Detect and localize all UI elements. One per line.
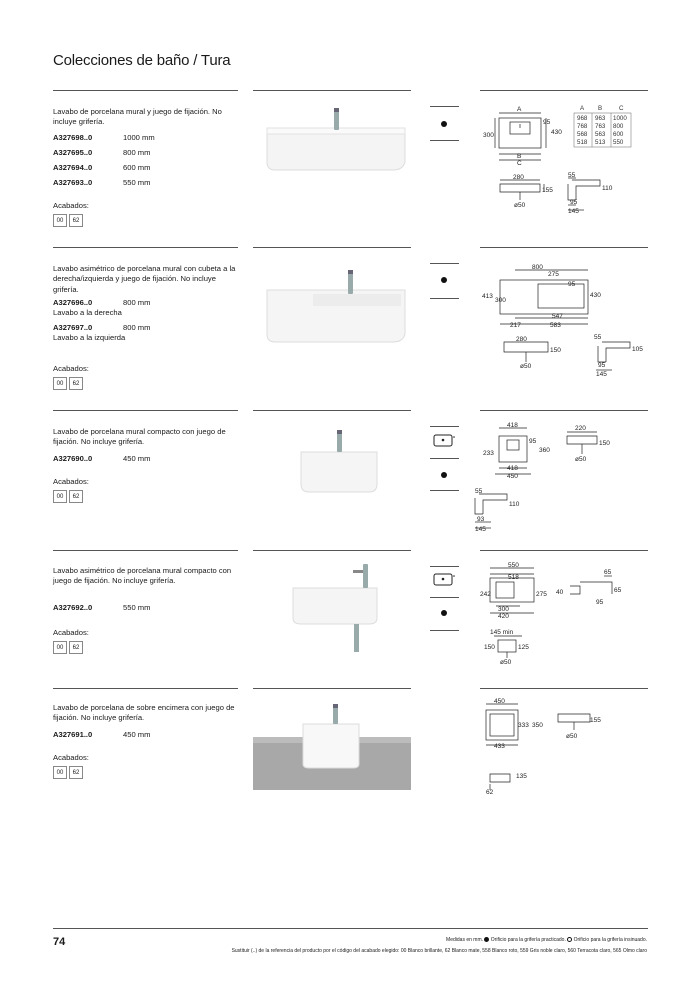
- rule-s2-left: [53, 247, 238, 248]
- section-description: Lavabo de porcelana mural compacto con juego de fijación. No incluye grifería.: [53, 427, 226, 447]
- legend-suggested: Orificio para la grifería insinuado.: [573, 937, 647, 943]
- dim-label: 150: [599, 440, 610, 447]
- dim-label: 518: [508, 574, 519, 581]
- product-size: 800 mm: [123, 323, 151, 332]
- basin-icon: [433, 434, 455, 448]
- drilled-hole-icon: [441, 121, 447, 127]
- table-cell: 600: [613, 131, 624, 138]
- section-description: Lavabo de porcelana de sobre encimera con juego de fijación. No incluye grifería.: [53, 703, 235, 723]
- dim-label: 135: [516, 773, 527, 780]
- product-size: 800 mm: [123, 298, 151, 307]
- product-code: A327697..0: [53, 323, 93, 332]
- dim-label: 583: [550, 322, 561, 329]
- product-row: [53, 603, 150, 613]
- dim-label: 242: [480, 591, 491, 598]
- rule-top-right: [480, 90, 648, 91]
- page-number: 74: [53, 936, 66, 948]
- dim-label: ø50: [514, 202, 526, 209]
- product-size: 550 mm: [123, 178, 151, 187]
- dim-label: 550: [508, 562, 519, 569]
- rule-s4-right: [480, 550, 648, 551]
- dim-label: 65: [604, 569, 612, 576]
- dim-label: 450: [494, 698, 505, 705]
- technical-drawing: [455, 418, 645, 536]
- rule-s5-mid: [253, 688, 411, 689]
- finish-swatch[interactable]: 00: [53, 214, 67, 227]
- dim-label: 433: [494, 743, 505, 750]
- rule-s3-left: [53, 410, 238, 411]
- drilled-hole-icon: [441, 472, 447, 478]
- rule-top-mid: [253, 90, 411, 91]
- product-code: A327691..0: [53, 730, 93, 739]
- product-size: 450 mm: [123, 730, 151, 739]
- dim-label: 413: [482, 293, 493, 300]
- product-row: [53, 163, 150, 173]
- dim-label: C: [517, 160, 522, 167]
- product-row: [53, 730, 150, 740]
- product-code: A327695..0: [53, 148, 93, 157]
- finish-swatch[interactable]: 62: [69, 377, 83, 390]
- technical-drawing: [470, 558, 650, 670]
- table-cell: 968: [577, 115, 588, 122]
- finishes-label: Acabados:: [53, 364, 89, 373]
- product-row: [53, 133, 155, 143]
- dim-label: 110: [602, 185, 613, 192]
- dim-label: 145: [568, 208, 579, 215]
- legend-line: [446, 937, 647, 943]
- icon-rule: [430, 630, 459, 631]
- dim-label: 280: [516, 336, 527, 343]
- rule-s5-right: [480, 688, 648, 689]
- dim-label: 220: [575, 425, 586, 432]
- finishes-label: Acabados:: [53, 628, 89, 637]
- finish-swatch[interactable]: 00: [53, 377, 67, 390]
- finish-swatches: [53, 766, 83, 779]
- finishes-label: Acabados:: [53, 201, 89, 210]
- dim-label: 300: [483, 132, 494, 139]
- dim-label: 95: [529, 438, 537, 445]
- drilled-hole-icon: [441, 277, 447, 283]
- dim-label: 275: [548, 271, 559, 278]
- icon-rule: [430, 298, 459, 299]
- dim-label: A: [517, 106, 522, 113]
- product-size: 600 mm: [123, 163, 151, 172]
- finish-swatches: [53, 490, 83, 503]
- product-code: A327690..0: [53, 454, 93, 463]
- finish-swatches: [53, 377, 83, 390]
- dim-label: ø50: [520, 363, 532, 370]
- dim-label: 300: [495, 297, 506, 304]
- dim-label: 233: [483, 450, 494, 457]
- icon-rule: [430, 140, 459, 141]
- rule-s3-right: [480, 410, 648, 411]
- legend-measure: Medidas en mm.: [446, 937, 484, 943]
- finish-swatch[interactable]: 00: [53, 490, 67, 503]
- dim-label: 155: [590, 717, 601, 724]
- product-size: 550 mm: [123, 603, 151, 612]
- basin-icon: [433, 573, 455, 587]
- technical-drawing: [472, 698, 632, 802]
- dim-label: 95: [570, 199, 578, 206]
- rule-s5-left: [53, 688, 238, 689]
- product-code: A327696..0: [53, 298, 93, 307]
- dim-label: 547: [552, 313, 563, 320]
- icon-rule: [430, 597, 459, 598]
- product-row: [53, 178, 150, 188]
- finishes-label: Acabados:: [53, 753, 89, 762]
- rule-top-left: [53, 90, 238, 91]
- icon-rule: [430, 263, 459, 264]
- product-photo: [253, 250, 411, 405]
- hollow-dot-icon: [567, 937, 572, 942]
- finish-swatch[interactable]: 00: [53, 641, 67, 654]
- finish-swatch[interactable]: 62: [69, 214, 83, 227]
- product-row: [53, 148, 150, 158]
- dim-label: 430: [551, 129, 562, 136]
- section-description: Lavabo asimétrico de porcelana mural compacto con juego de fijación. No incluye grifería.: [53, 566, 232, 586]
- icon-rule: [430, 566, 459, 567]
- product-code: A327698..0: [53, 133, 93, 142]
- finish-swatches: [53, 641, 83, 654]
- product-photo: [253, 552, 411, 682]
- section-description: Lavabo asimétrico de porcelana mural con cubeta a la derecha/izquierda y juego de fijación. No incluye grifería.: [53, 264, 236, 294]
- dim-label: 55: [475, 488, 483, 495]
- product-variant: Lavabo a la izquierda: [53, 333, 126, 343]
- dim-label: 95: [543, 119, 551, 126]
- product-size: 800 mm: [123, 148, 151, 157]
- table-header: C: [619, 105, 624, 112]
- rule-s2-mid: [253, 247, 411, 248]
- finish-swatch[interactable]: 00: [53, 766, 67, 779]
- product-row: [53, 298, 150, 319]
- dim-label: 150: [484, 644, 495, 651]
- dim-label: B: [517, 153, 522, 160]
- dim-label: 95: [568, 281, 576, 288]
- dim-label: 217: [510, 322, 521, 329]
- dim-label: 350: [532, 722, 543, 729]
- table-cell: 550: [613, 139, 624, 146]
- icon-rule: [430, 106, 459, 107]
- product-photo: [253, 692, 411, 800]
- dim-label: 450: [507, 473, 518, 480]
- dim-label: 62: [486, 789, 494, 796]
- dim-label: 145 min: [490, 629, 514, 636]
- dim-label: 333: [518, 722, 529, 729]
- product-size: 450 mm: [123, 454, 151, 463]
- dim-label: ø50: [566, 733, 578, 740]
- section-description: Lavabo de porcelana mural y juego de fijación. No incluye grifería.: [53, 107, 222, 127]
- dim-label: 418: [507, 465, 518, 472]
- dim-label: 145: [596, 371, 607, 378]
- product-code: A327693..0: [53, 178, 93, 187]
- table-cell: 568: [577, 131, 588, 138]
- dim-label: ø50: [575, 456, 587, 463]
- dim-label: 155: [542, 187, 553, 194]
- product-photo: [253, 412, 411, 547]
- table-header: A: [580, 105, 585, 112]
- finishes-label: Acabados:: [53, 477, 89, 486]
- technical-drawing: [480, 260, 650, 378]
- dim-label: 110: [509, 501, 520, 508]
- dim-label: 800: [532, 264, 543, 271]
- dim-label: 300: [498, 606, 509, 613]
- finish-swatches: [53, 214, 83, 227]
- rule-s2-right: [480, 247, 648, 248]
- product-row: [53, 323, 150, 344]
- dim-label: 55: [568, 172, 576, 179]
- legend-note: Sustituir (..) de la referencia del producto por el código del acabado elegido: 00 Blanco brillante, 62 Blanco mate, 558 Blanco roto, 559 Gris noble claro, 560 Terracota claro, 565 Olmo claro: [231, 948, 647, 954]
- dim-label: 55: [594, 334, 602, 341]
- dim-label: 275: [536, 591, 547, 598]
- table-cell: 800: [613, 123, 624, 130]
- table-cell: 768: [577, 123, 588, 130]
- dim-label: 105: [632, 346, 643, 353]
- dim-label: 125: [518, 644, 529, 651]
- dim-label: 145: [475, 526, 486, 533]
- dim-label: 95: [596, 599, 604, 606]
- dim-label: 95: [598, 362, 606, 369]
- product-code: A327692..0: [53, 603, 93, 612]
- rule-footer: [53, 928, 648, 929]
- table-cell: 763: [595, 123, 606, 130]
- dim-label: 65: [614, 587, 622, 594]
- product-photo: [253, 92, 411, 242]
- dim-label: ø50: [500, 659, 512, 666]
- technical-drawing: [480, 100, 650, 218]
- table-cell: 1000: [613, 115, 627, 122]
- rule-s3-mid: [253, 410, 411, 411]
- dim-label: 93: [477, 516, 485, 523]
- finish-swatch[interactable]: 62: [69, 490, 83, 503]
- table-header: B: [598, 105, 603, 112]
- dim-label: 418: [507, 422, 518, 429]
- product-code: A327694..0: [53, 163, 93, 172]
- table-cell: 963: [595, 115, 606, 122]
- drilled-hole-icon: [441, 610, 447, 616]
- rule-s4-mid: [253, 550, 411, 551]
- product-size: 1000 mm: [123, 133, 155, 142]
- finish-swatch[interactable]: 62: [69, 641, 83, 654]
- table-cell: 563: [595, 131, 606, 138]
- product-row: [53, 454, 150, 464]
- table-cell: 518: [577, 139, 588, 146]
- legend-drilled: Orificio para la grifería practicado.: [490, 937, 566, 943]
- dim-label: 40: [556, 589, 564, 596]
- dim-label: 280: [513, 174, 524, 181]
- dim-label: 430: [590, 292, 601, 299]
- table-cell: 513: [595, 139, 606, 146]
- filled-dot-icon: [484, 937, 489, 942]
- dim-label: 360: [539, 447, 550, 454]
- finish-swatch[interactable]: 62: [69, 766, 83, 779]
- dim-label: 150: [550, 347, 561, 354]
- page-title: Colecciones de baño / Tura: [53, 52, 231, 69]
- product-variant: Lavabo a la derecha: [53, 308, 122, 318]
- rule-s4-left: [53, 550, 238, 551]
- dim-label: 420: [498, 613, 509, 620]
